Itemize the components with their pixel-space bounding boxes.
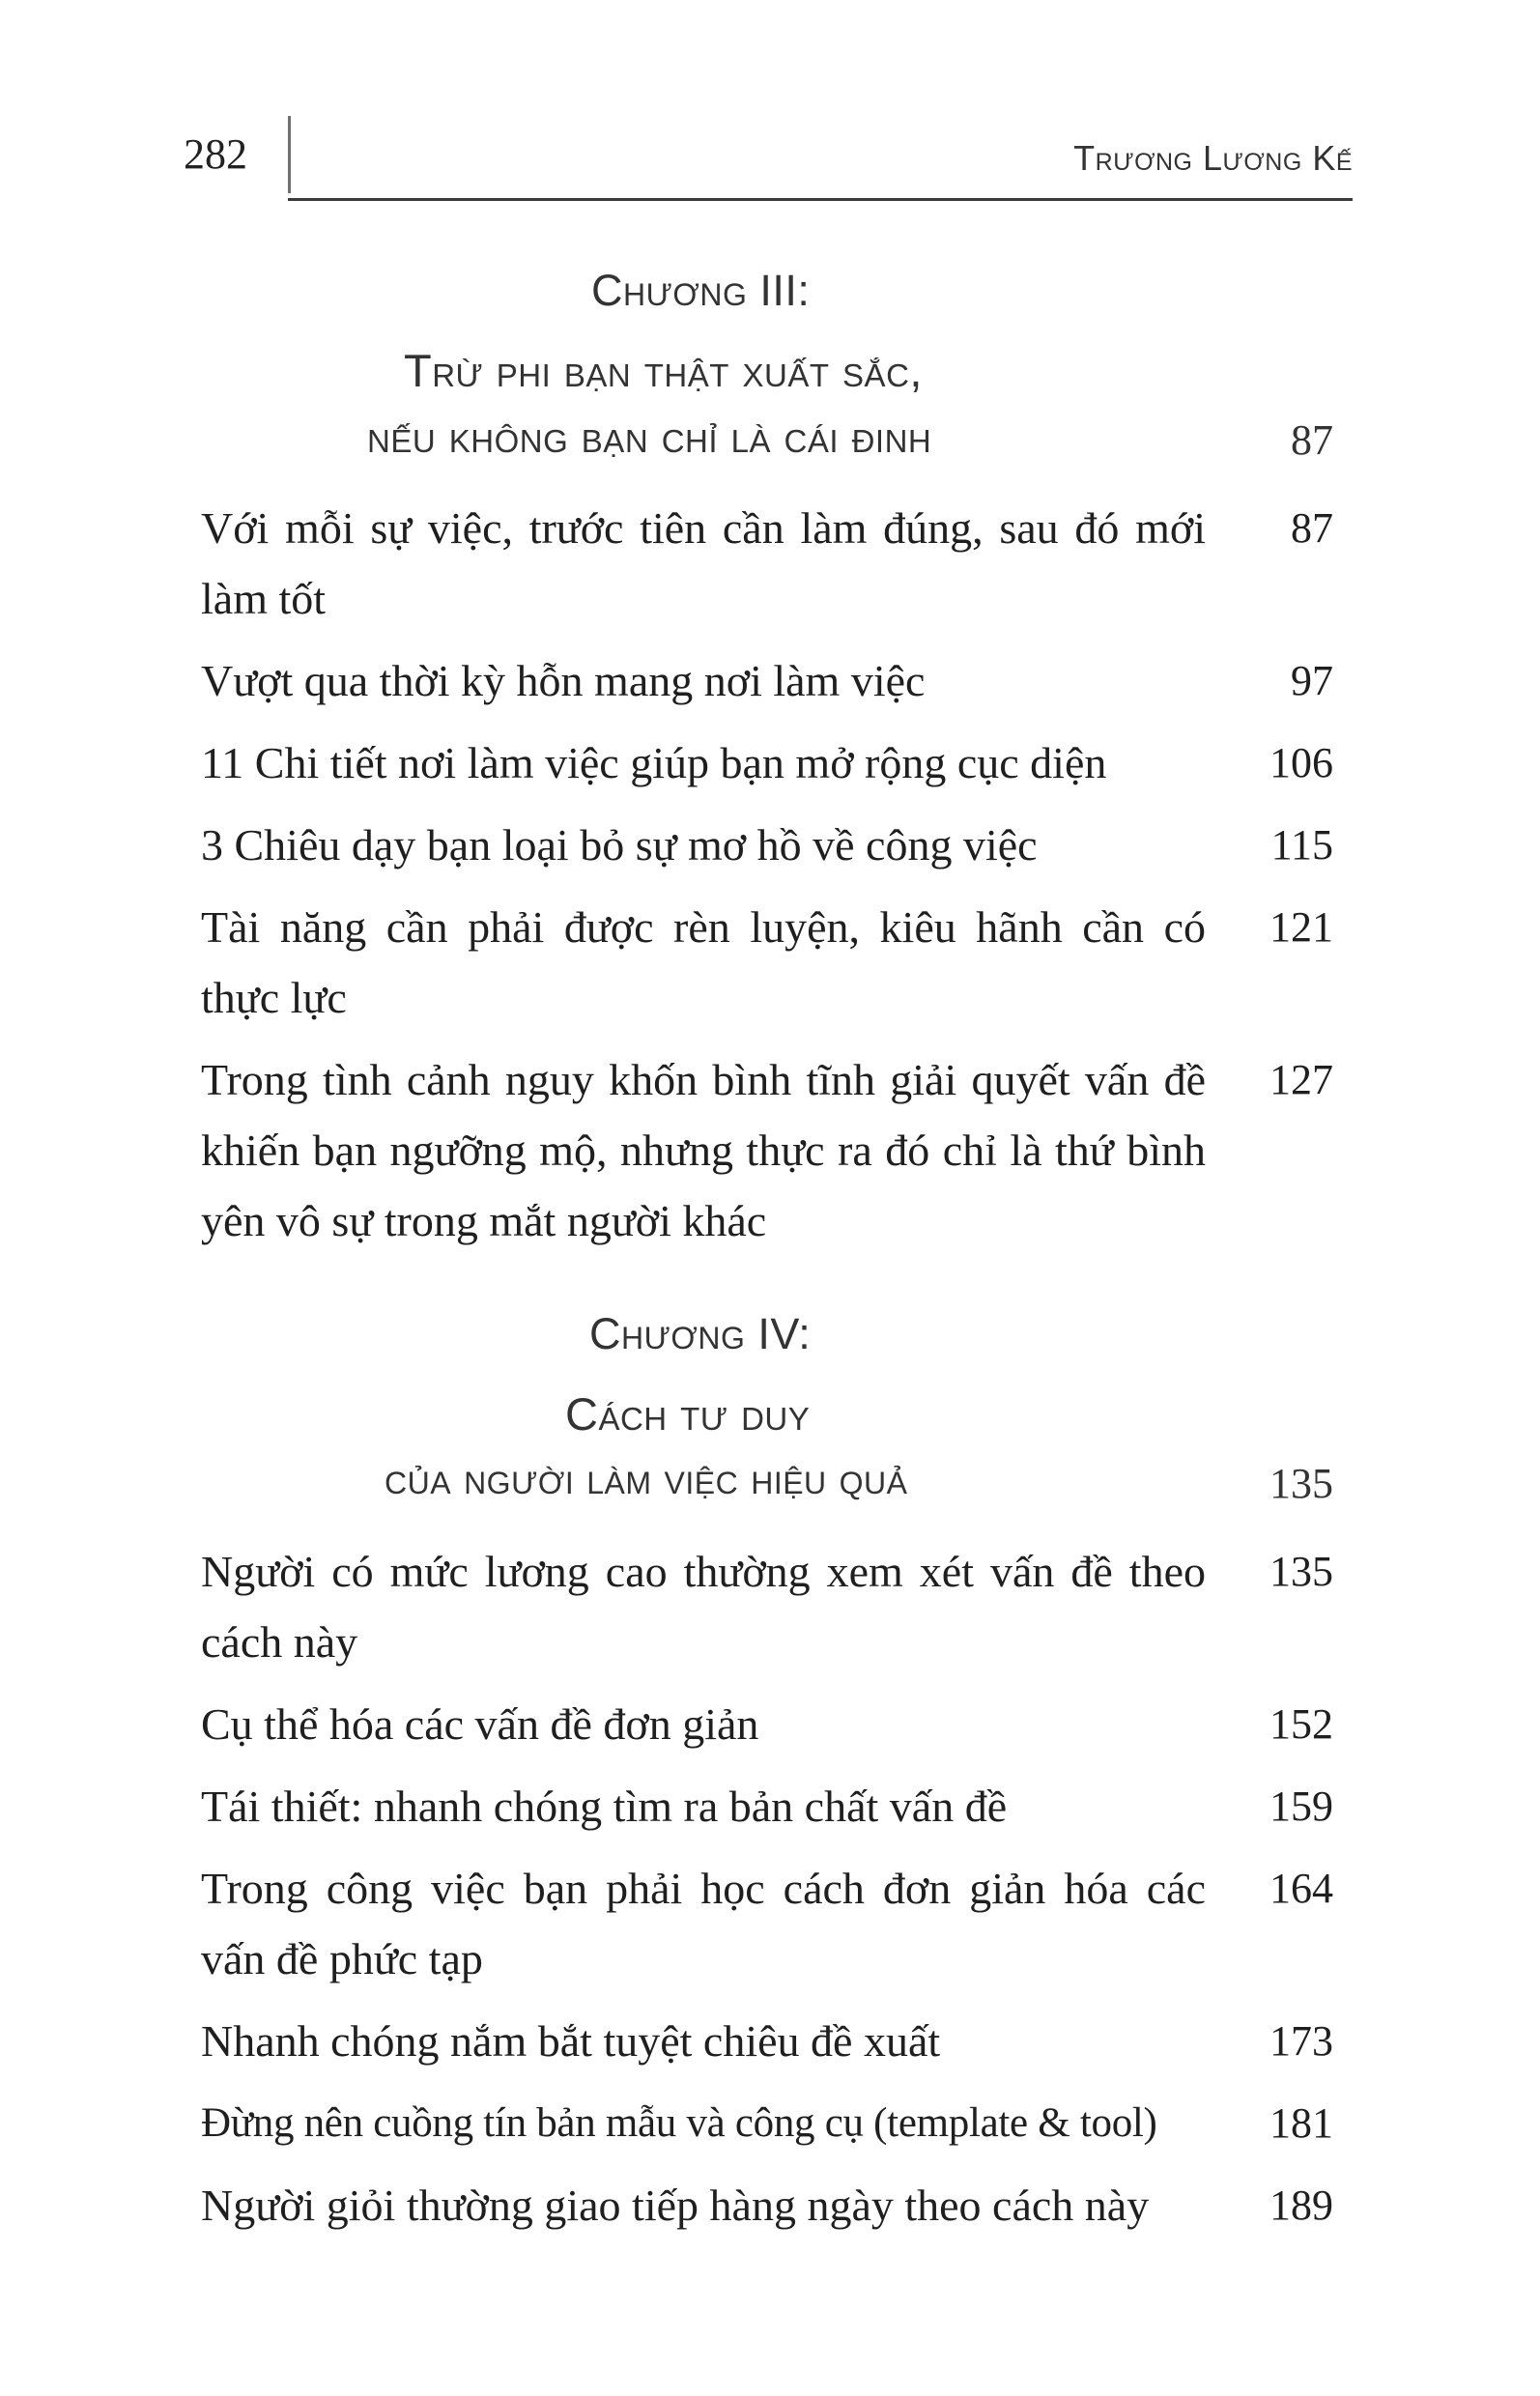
chapter-label: Chương IV:	[589, 1309, 812, 1358]
toc-entry-page: 159	[1269, 1783, 1333, 1830]
toc-entry[interactable]	[201, 810, 1333, 880]
header-divider	[288, 116, 291, 193]
toc-entry-title: 3 Chiêu dạy bạn loại bỏ sự mơ hồ về công việc	[201, 820, 1038, 870]
toc-entry-title: Trong tình cảnh nguy khốn bình tĩnh giải quyết vấn đề khiến bạn ngưỡng mộ, nhưng thực ra đó chỉ là thứ bình yên vô sự trong mắt người khác	[201, 1055, 1206, 1245]
chapter-label: Chương III:	[591, 266, 811, 315]
chapter-title-line-2: nếu không bạn chỉ là cái đinh	[367, 411, 932, 462]
toc-entry-page: 152	[1269, 1700, 1333, 1748]
chapter-title-line-2: của người làm việc hiệu quả	[385, 1454, 908, 1503]
chapter-title-line-1: Cách tư duy	[565, 1388, 811, 1440]
toc-entry-title: Với mỗi sự việc, trước tiên cần làm đúng, sau đó mới làm tốt	[201, 503, 1206, 623]
toc-entry[interactable]	[201, 1536, 1333, 1677]
toc-entry-page: 115	[1270, 821, 1333, 869]
toc-entry-page: 164	[1269, 1865, 1333, 1912]
toc-entry[interactable]	[201, 1044, 1333, 1256]
toc-entry[interactable]	[201, 727, 1333, 798]
toc-entry-title: Người có mức lương cao thường xem xét vấn đề theo cách này	[201, 1547, 1206, 1667]
toc-entry-page: 87	[1291, 504, 1333, 552]
toc-entry-title: Trong công việc bạn phải học cách đơn giản hóa các vấn đề phức tạp	[201, 1864, 1206, 1983]
toc-entry[interactable]	[201, 493, 1333, 634]
running-book-title: Trương Lương Kế	[1073, 138, 1353, 178]
toc-entry[interactable]	[201, 1853, 1333, 1994]
toc-entry-title: Vượt qua thời kỳ hỗn mang nơi làm việc	[201, 656, 926, 705]
toc-entry[interactable]	[201, 2006, 1333, 2076]
toc-entry-title: 11 Chi tiết nơi làm việc giúp bạn mở rộng cục diện	[201, 738, 1107, 787]
header-rule	[288, 198, 1353, 201]
toc-entry[interactable]	[201, 1771, 1333, 1841]
chapter-title-line-1: Trừ phi bạn thật xuất sắc,	[404, 345, 923, 396]
running-header	[184, 104, 1353, 201]
chapter-4-entries	[201, 1536, 1333, 2240]
page-number: 282	[184, 130, 247, 178]
toc-entry-title: Cụ thể hóa các vấn đề đơn giản	[201, 1699, 759, 1749]
toc-entry-page: 97	[1291, 657, 1333, 704]
toc-entry[interactable]	[201, 1689, 1333, 1759]
toc-entry[interactable]	[201, 645, 1333, 716]
toc-entry-title: Người giỏi thường giao tiếp hàng ngày theo cách này	[201, 2181, 1150, 2230]
toc-entry-title: Tái thiết: nhanh chóng tìm ra bản chất vấn đề	[201, 1782, 1008, 1831]
toc-entry-page: 127	[1269, 1056, 1333, 1103]
toc-entry-title: Tài năng cần phải được rèn luyện, kiêu hãnh cần có thực lực	[201, 902, 1206, 1022]
toc-entry-page: 189	[1269, 2182, 1333, 2229]
toc-entry[interactable]	[201, 892, 1333, 1033]
chapter-3-heading	[184, 261, 1333, 473]
toc-entry-page: 135	[1269, 1548, 1333, 1595]
toc-entry-title: Nhanh chóng nắm bắt tuyệt chiêu đề xuất	[201, 2016, 941, 2066]
chapter-3-entries	[201, 493, 1333, 1256]
toc-entry-page: 121	[1269, 903, 1333, 951]
chapter-page-number: 135	[1269, 1460, 1333, 1507]
toc-entry-page: 173	[1269, 2017, 1333, 2065]
chapter-4-heading	[184, 1304, 1333, 1517]
toc-entry-title: Đừng nên cuồng tín bản mẫu và công cụ (template & tool)	[201, 2100, 1157, 2146]
toc-entry-page: 181	[1269, 2099, 1333, 2147]
toc-entry[interactable]	[201, 2170, 1333, 2240]
chapter-page-number: 87	[1291, 416, 1333, 464]
toc-entry[interactable]	[201, 2088, 1333, 2158]
toc-entry-page: 106	[1269, 739, 1333, 786]
